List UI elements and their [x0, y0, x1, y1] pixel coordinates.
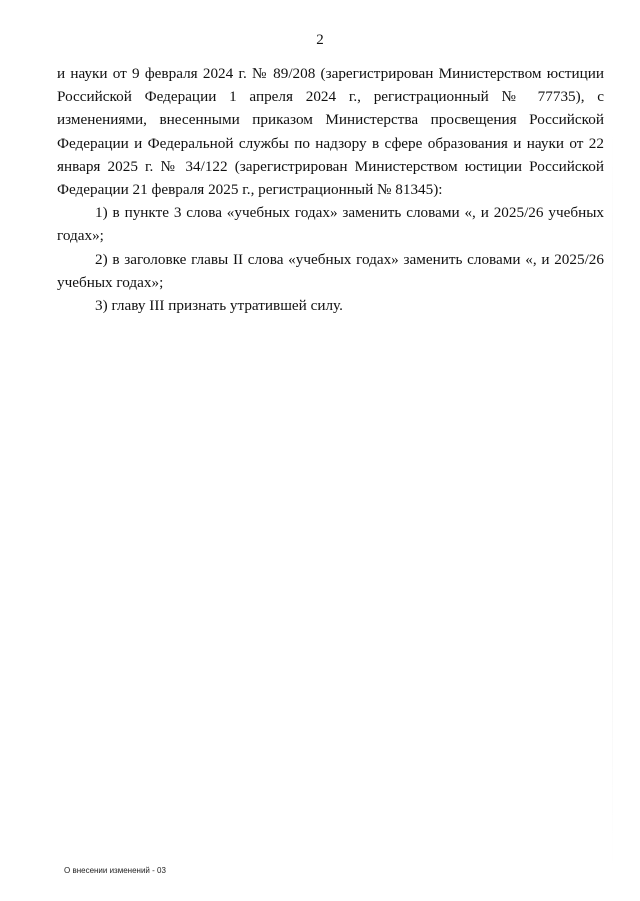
scan-edge-artifact	[612, 130, 613, 870]
intro-paragraph: и науки от 9 февраля 2024 г. № 89/208 (зарегистрирован Министерством юстиции Российской Федерации 1 апреля 2024 г., регистрационный № 77735), с изменениями, внесенными приказом Министерства просвещения Российской Федерации и Федеральной службы по надзору в сфере образования и науки от 22 января 2025 г. № 34/122 (зарегистрирован Министерством юстиции Российской Федерации 21 февраля 2025 г., регистрационный № 81345):	[57, 65, 604, 199]
list-item-3: 3) главу III признать утратившей силу.	[95, 297, 343, 315]
document-body	[57, 62, 604, 317]
page-number: 2	[316, 32, 324, 48]
footer-document-code: О внесении изменений - 03	[64, 866, 166, 875]
list-item-2: 2) в заголовке главы II слова «учебных годах» заменить словами «, и 2025/26 учебных годах»;	[57, 250, 604, 291]
list-item-1: 1) в пункте 3 слова «учебных годах» заменить словами «, и 2025/26 учебных годах»;	[57, 204, 604, 245]
